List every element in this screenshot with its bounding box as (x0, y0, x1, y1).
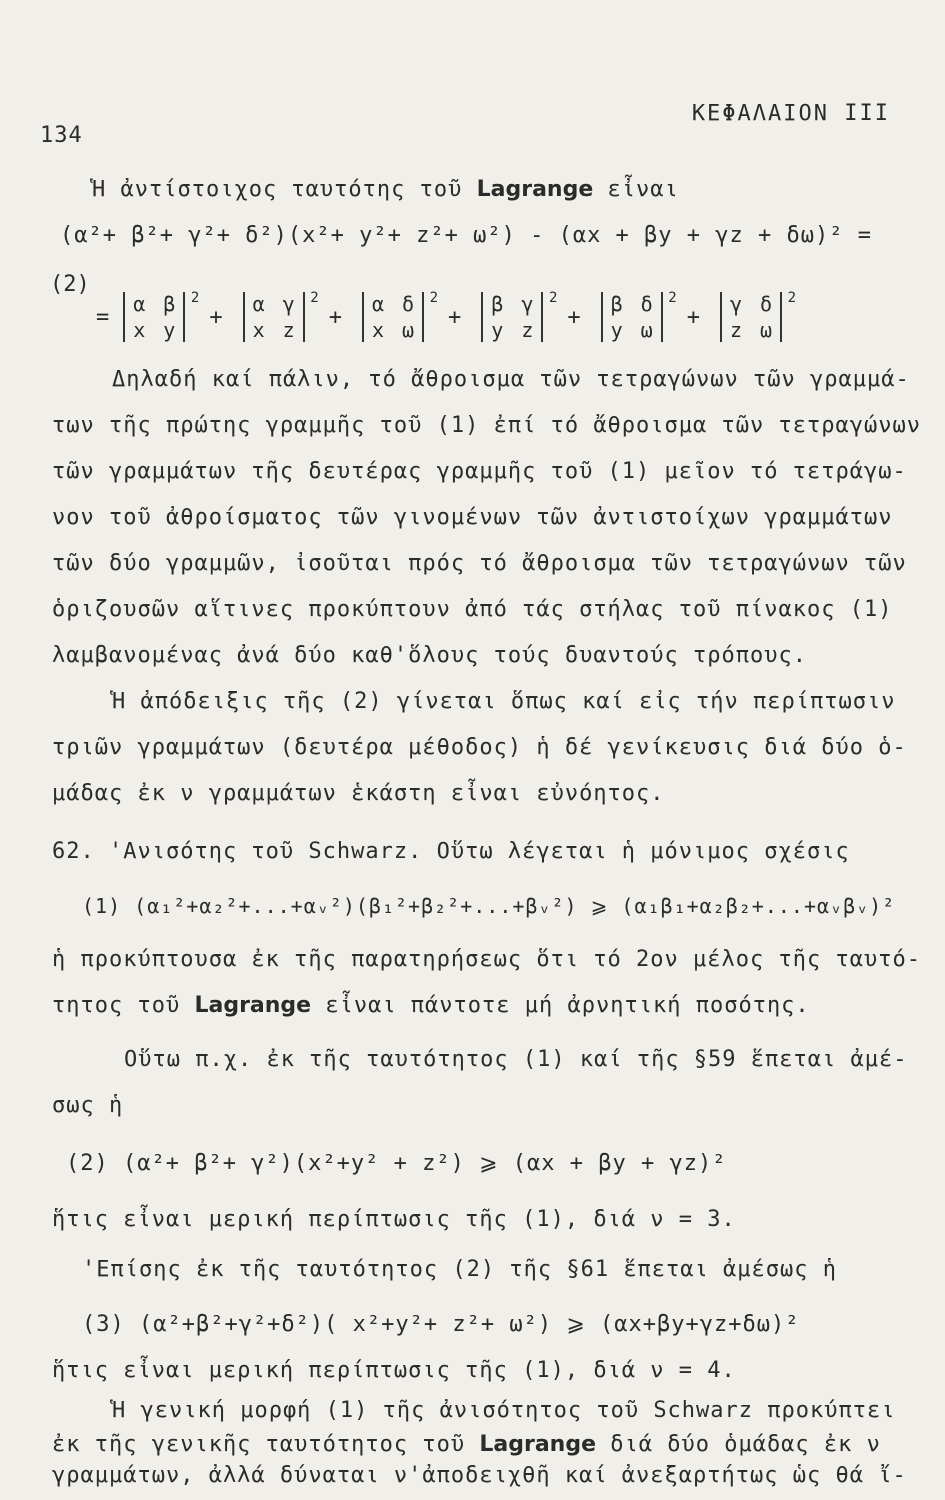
text-line: μάδας ἐκ ν γραμμάτων ἑκάστη εἶναι εὐνόητος. (52, 781, 665, 806)
equals-sign: = (96, 304, 110, 330)
plus-sign: + (686, 304, 700, 330)
plus-sign: + (448, 304, 462, 330)
text-line: ἐκ τῆς γενικῆς ταυτότητος τοῦ Lagrange διά δύο ὁμάδας ἐκ ν (52, 1432, 881, 1458)
text-line: ἥτις εἶναι μερική περίπτωσις τῆς (1), διά ν = 4. (52, 1358, 736, 1384)
running-head: ΚΕΦΑΛΑΙΟΝ III (691, 101, 890, 126)
plus-sign: + (209, 304, 223, 330)
text-line: ἡ προκύπτουσα ἐκ τῆς παρατηρήσεως ὅτι τό 2ον μέλος τῆς ταυτό- (52, 947, 921, 972)
text-line: λαμβανομένας ἀνά δύο καθ'ὅλους τούς δυαντούς τρόπους. (52, 643, 807, 668)
determinant: α δ x ω 2 (362, 292, 424, 342)
lagrange-identity: (α²+ β²+ γ²+ δ²)(x²+ y²+ z²+ ω²) - (αx + βy + γz + δω)² = (60, 223, 872, 248)
text-line: 'Επίσης ἐκ τῆς ταυτότητος (2) τῆς §61 ἕπεται ἀμέσως ἡ (82, 1257, 837, 1282)
inequality-3: (3) (α²+β²+γ²+δ²)( x²+y²+ z²+ ω²) ⩾ (αx+βy+γz+δω)² (82, 1312, 800, 1338)
text-line: ὁριζουσῶν αἵτινες προκύπτουν ἀπό τάς στήλας τοῦ πίνακος (1) (52, 597, 893, 622)
determinant: α β x y 2 (123, 292, 185, 342)
text-line: γραμμάτων, ἀλλά δύναται ν'ἀποδειχθῆ καί ἀνεξαρτήτως ὡς θά ἴ- (52, 1463, 907, 1489)
text-line: σως ἡ (52, 1093, 124, 1118)
text-line: Δηλαδή καί πάλιν, τό ἄθροισμα τῶν τετραγώνων τῶν γραμμά- (112, 367, 910, 392)
text-line: των τῆς πρώτης γραμμῆς τοῦ (1) ἐπί τό ἄθροισμα τῶν τετραγώνων (52, 413, 921, 438)
plus-sign: + (567, 304, 581, 330)
text-line: τῶν δύο γραμμῶν, ἰσοῦται πρός τό ἄθροισμα τῶν τετραγώνων τῶν (52, 551, 907, 576)
inequality-2: (2) (α²+ β²+ γ²)(x²+y² + z²) ⩾ (αx + βy + γz)² (66, 1151, 727, 1176)
determinant-sum (96, 290, 797, 342)
plus-sign: + (328, 304, 342, 330)
page-number: 134 (40, 123, 83, 148)
determinant: β δ y ω 2 (601, 292, 663, 342)
text-line: τῶν γραμμάτων τῆς δευτέρας γραμμῆς τοῦ (1) μεῖον τό τετράγω- (52, 459, 907, 484)
equation-label: (2) (50, 272, 90, 297)
text-line: τητος τοῦ Lagrange εἶναι πάντοτε μή ἀρνητική ποσότης. (52, 993, 810, 1018)
section-heading: 62. 'Ανισότης τοῦ Schwarz. Οὕτω λέγεται ἡ μόνιμος σχέσις (52, 839, 850, 864)
determinant: β γ y z 2 (481, 292, 543, 342)
text-line: ἥτις εἶναι μερική περίπτωσις τῆς (1), διά ν = 3. (52, 1207, 736, 1232)
schwarz-inequality: (1) (α₁²+α₂²+...+αᵥ²)(β₁²+β₂²+...+βᵥ²) ⩾ (α₁β₁+α₂β₂+...+αᵥβᵥ)² (82, 894, 896, 918)
text-line: Ἡ γενική μορφή (1) τῆς ἀνισότητος τοῦ Schwarz προκύπτει (112, 1397, 896, 1423)
text-line: Οὕτω π.χ. ἐκ τῆς ταυτότητος (1) καί τῆς §59 ἕπεται ἀμέ- (124, 1047, 908, 1072)
text-line: τριῶν γραμμάτων (δευτέρα μέθοδος) ἡ δέ γενίκευσις διά δύο ὁ- (52, 735, 907, 760)
text-line: Ἡ ἀπόδειξις τῆς (2) γίνεται ὅπως καί εἰς τήν περίπτωσιν (112, 689, 896, 714)
determinant: γ δ z ω 2 (720, 292, 782, 342)
text-line: Ἡ ἀντίστοιχος ταυτότης τοῦ Lagrange εἶναι (92, 177, 679, 202)
determinant: α γ x z 2 (243, 292, 305, 342)
text-line: νον τοῦ ἀθροίσματος τῶν γινομένων τῶν ἀντιστοίχων γραμμάτων (52, 505, 893, 530)
